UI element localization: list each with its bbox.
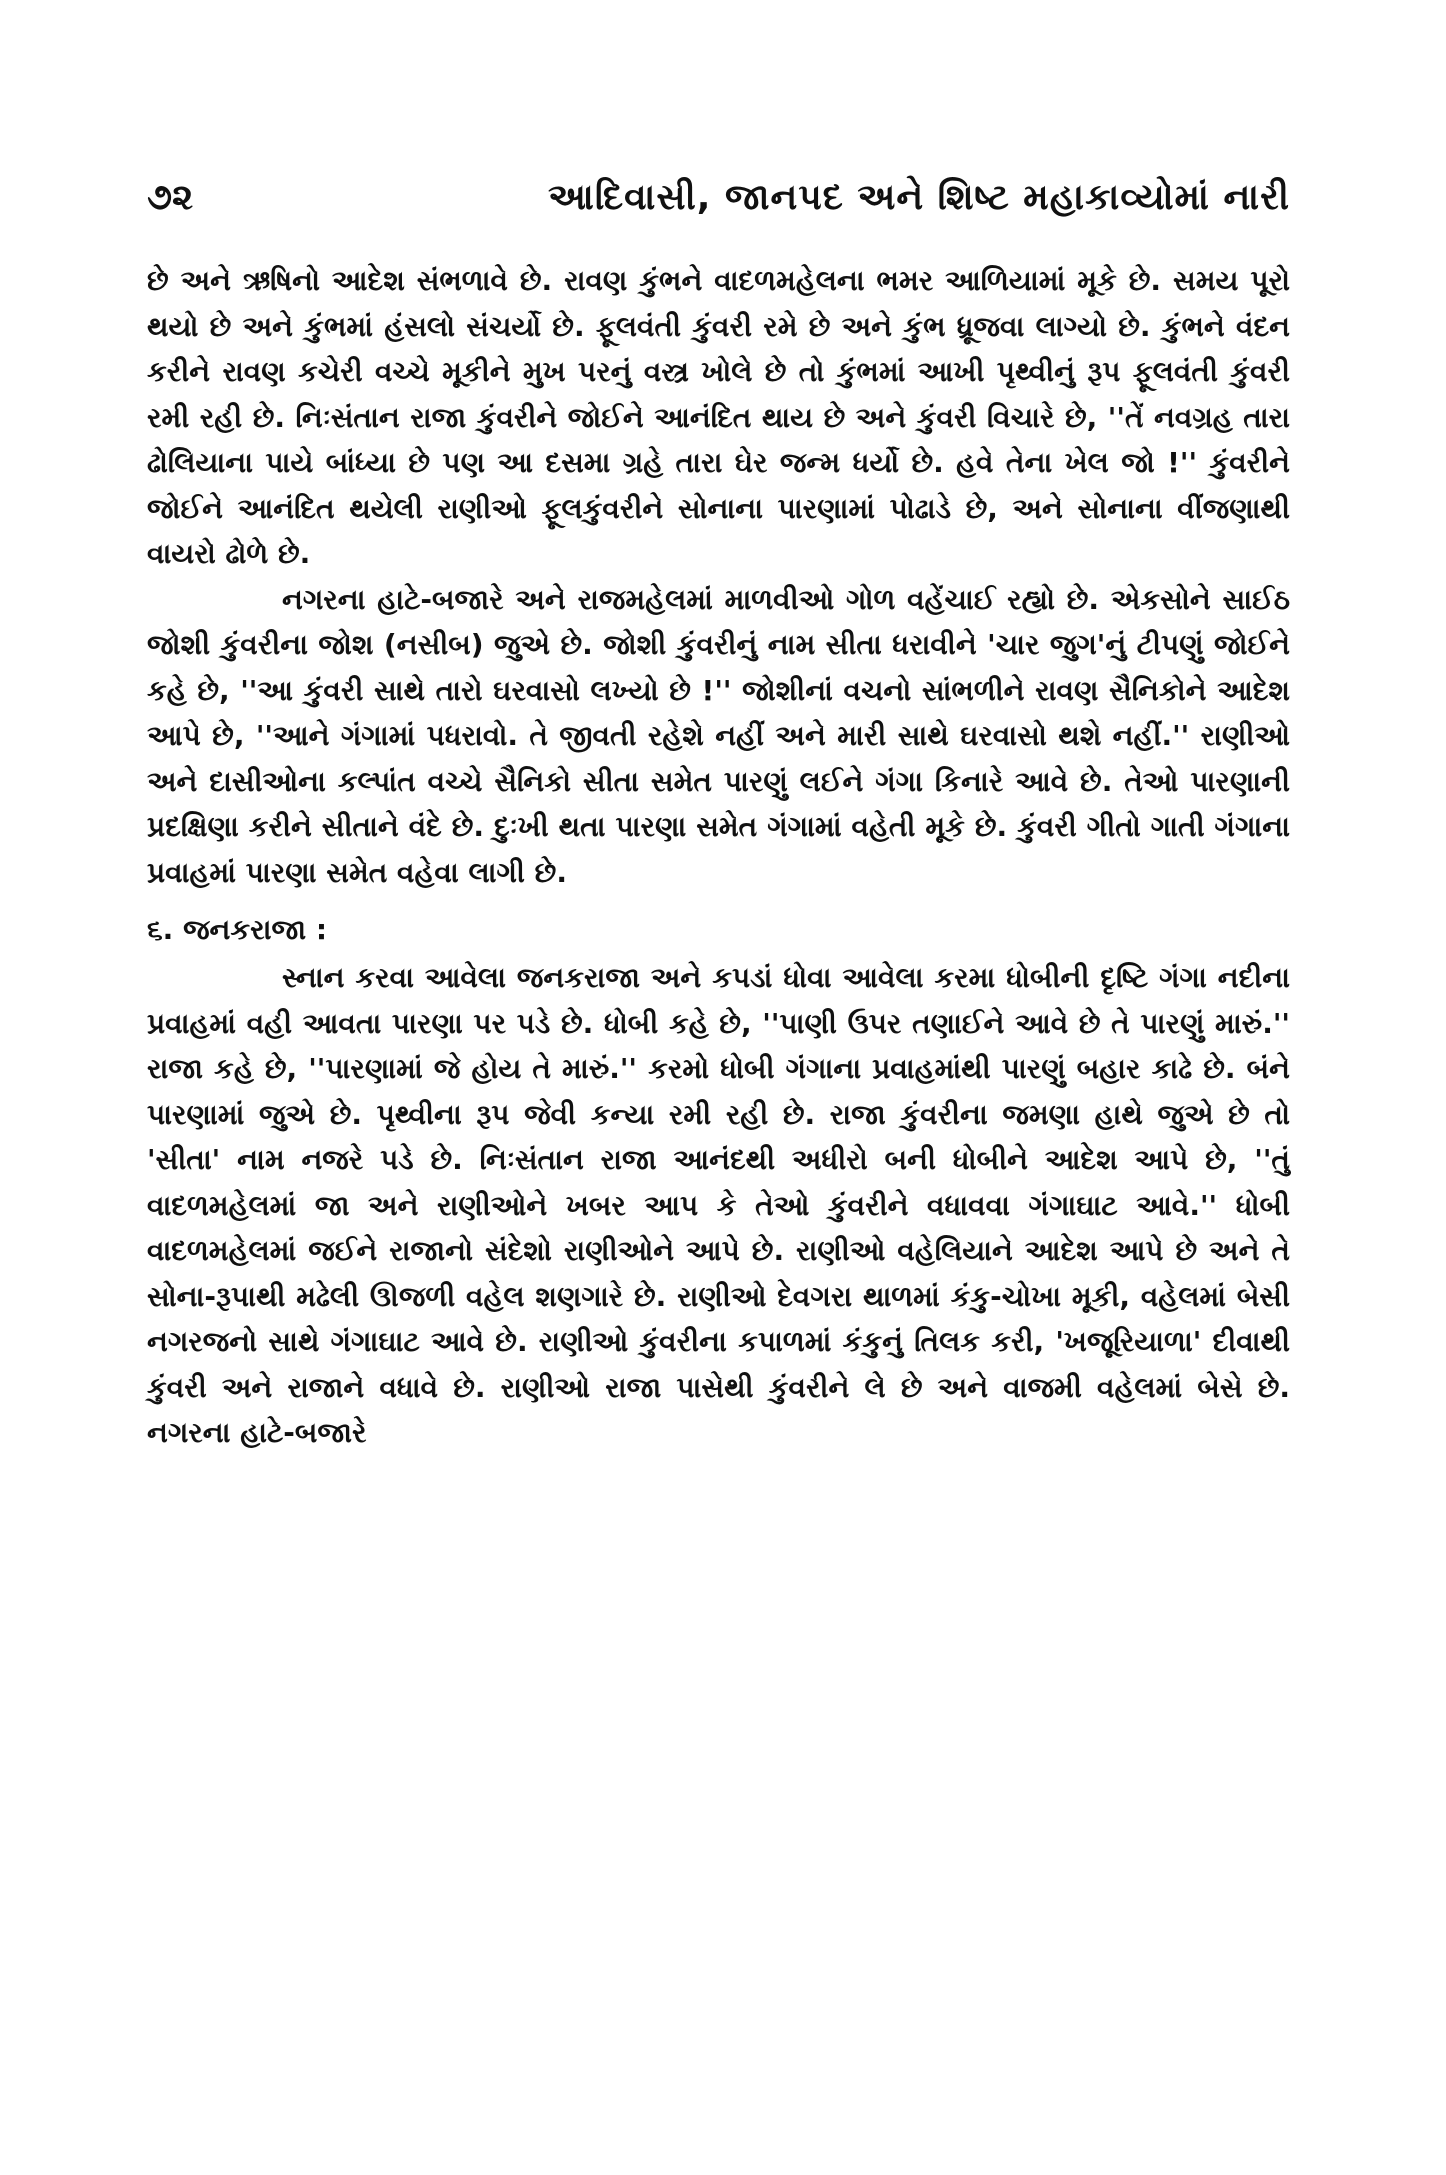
page-header [147,168,1290,228]
running-title: આદિવાસી, જાનપદ અને શિષ્ટ મહાકાવ્યોમાં નારી [548,177,1290,218]
body-text [147,258,1290,1456]
paragraph-1: છે અને ઋષિનો આદેશ સંભળાવે છે. રાવણ કુંભને વાદળમહેલના ભમર આળિયામાં મૂકે છે. સમય પૂરો થયો છે અને કુંભમાં હંસલો સંચર્યો છે. ફૂલવંતી કુંવરી રમે છે અને કુંભ ધ્રૂજવા લાગ્યો છે. કુંભને વંદન કરીને રાવણ કચેરી વચ્ચે મૂકીને મુખ પરનું વસ્ત્ર ખોલે છે તો કુંભમાં આખી પૃથ્વીનું રૂપ ફૂલવંતી કુંવરી રમી રહી છે. નિઃસંતાન રાજા કુંવરીને જોઈને આનંદિત થાય છે અને કુંવરી વિચારે છે, ''તેં નવગ્રહ તારા ઢોલિયાના પાયે બાંધ્યા છે પણ આ દસમા ગ્રહે તારા ઘેર જન્મ ધર્યો છે. હવે તેના ખેલ જો !'' કુંવરીને જોઈને આનંદિત થયેલી રાણીઓ ફૂલકુંવરીને સોનાના પારણામાં પોઢાડે છે, અને સોનાના વીંજણાથી વાયરો ઢોળે છે. [147,264,1290,570]
section-heading: ૬. જનકરાજા : [147,913,328,946]
paragraph-3: સ્નાન કરવા આવેલા જનકરાજા અને કપડાં ધોવા આવેલા કરમા ધોબીની દૃષ્ટિ ગંગા નદીના પ્રવાહમાં વહી આવતા પારણા પર પડે છે. ધોબી કહે છે, ''પાણી ઉપર તણાઈને આવે છે તે પારણું મારું.'' રાજા કહે છે, ''પારણામાં જે હોય તે મારું.'' કરમો ધોબી ગંગાના પ્રવાહમાંથી પારણું બહાર કાઢે છે. બંને પારણામાં જુએ છે. પૃથ્વીના રૂપ જેવી કન્યા રમી રહી છે. રાજા કુંવરીના જમણા હાથે જુએ છે તો 'સીતા' નામ નજરે પડે છે. નિઃસંતાન રાજા આનંદથી અધીરો બની ધોબીને આદેશ આપે છે, ''તું વાદળમહેલમાં જા અને રાણીઓને ખબર આપ કે તેઓ કુંવરીને વધાવવા ગંગાઘાટ આવે.'' ધોબી વાદળમહેલમાં જઈને રાજાનો સંદેશો રાણીઓને આપે છે. રાણીઓ વહેલિયાને આદેશ આપે છે અને તે સોના-રૂપાથી મઢેલી ઊજળી વહેલ શણગારે છે. રાણીઓ દેવગરા થાળમાં કંકુ-ચોખા મૂકી, વહેલમાં બેસી નગરજનો સાથે ગંગાઘાટ આવે છે. રાણીઓ કુંવરીના કપાળમાં કંકુનું તિલક કરી, 'ખજૂરિયાળા' દીવાથી કુંવરી અને રાજાને વધાવે છે. રાણીઓ રાજા પાસેથી કુંવરીને લે છે અને વાજમી વહેલમાં બેસે છે. નગરના હાટે-બજારે [147,961,1290,1449]
page-number: ૭૨ [147,177,194,218]
paragraph-2: નગરના હાટે-બજારે અને રાજમહેલમાં માળવીઓ ગોળ વહેંચાઈ રહ્યો છે. એકસોને સાઈઠ જોશી કુંવરીના જોશ (નસીબ) જુએ છે. જોશી કુંવરીનું નામ સીતા ધરાવીને 'ચાર જુગ'નું ટીપણું જોઈને કહે છે, ''આ કુંવરી સાથે તારો ઘરવાસો લખ્યો છે !'' જોશીનાં વચનો સાંભળીને રાવણ સૈનિકોને આદેશ આપે છે, ''આને ગંગામાં પધરાવો. તે જીવતી રહેશે નહીં અને મારી સાથે ઘરવાસો થશે નહીં.'' રાણીઓ અને દાસીઓના કલ્પાંત વચ્ચે સૈનિકો સીતા સમેત પારણું લઈને ગંગા કિનારે આવે છે. તેઓ પારણાની પ્રદક્ષિણા કરીને સીતાને વંદે છે. દુઃખી થતા પારણા સમેત ગંગામાં વહેતી મૂકે છે. કુંવરી ગીતો ગાતી ગંગાના પ્રવાહમાં પારણા સમેત વહેવા લાગી છે. [147,582,1290,889]
